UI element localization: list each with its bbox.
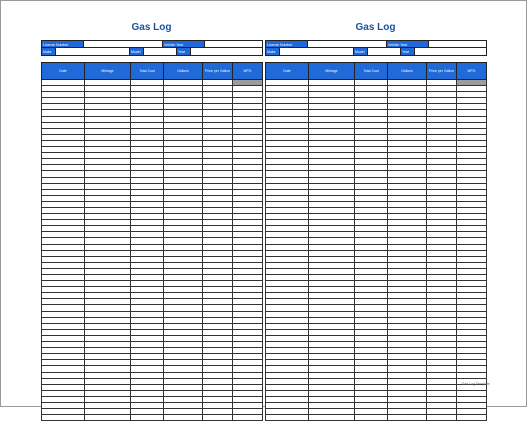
entry-cell[interactable] (85, 415, 131, 421)
make-field[interactable] (280, 48, 354, 56)
col-gallons: Gallons (388, 63, 427, 80)
vehicle-year-label: Vehicle Year (163, 41, 205, 49)
year-label: Year (401, 48, 415, 56)
col-gallons: Gallons (164, 63, 203, 80)
col-mileage: Mileage (309, 63, 355, 80)
entry-cell[interactable] (388, 415, 427, 421)
vehicle-year-label: Vehicle Year (387, 41, 429, 49)
gas-log-grid (41, 62, 263, 421)
entry-cell[interactable] (131, 415, 164, 421)
entry-cell[interactable] (42, 415, 85, 421)
gas-log-rows (266, 80, 487, 421)
entry-cell[interactable] (203, 415, 233, 421)
col-date: Date (266, 63, 309, 80)
model-label: Model (354, 48, 368, 56)
table-row (266, 415, 487, 421)
entry-cell[interactable] (355, 415, 388, 421)
entry-cell[interactable] (457, 415, 487, 421)
col-total-cost: Total Cost (131, 63, 164, 80)
col-total-cost: Total Cost (355, 63, 388, 80)
make-field[interactable] (56, 48, 130, 56)
model-label: Model (130, 48, 144, 56)
col-price-per-gallon: Price per Gallon (203, 63, 233, 80)
license-number-label: License Number (266, 41, 308, 49)
col-price-per-gallon: Price per Gallon (427, 63, 457, 80)
vehicle-info-table-2 (265, 47, 487, 56)
model-field[interactable] (144, 48, 177, 56)
col-mpg: MPG (457, 63, 487, 80)
gas-log-grid (265, 62, 487, 421)
year-field[interactable] (191, 48, 263, 56)
col-date: Date (42, 63, 85, 80)
entry-cell[interactable] (309, 415, 355, 421)
footer-credit: Gas Log Template (461, 382, 490, 386)
entry-cell[interactable] (164, 415, 203, 421)
model-field[interactable] (368, 48, 401, 56)
entry-cell[interactable] (266, 415, 309, 421)
entry-cell[interactable] (233, 415, 263, 421)
gas-log-rows (42, 80, 263, 421)
license-number-label: License Number (42, 41, 84, 49)
year-label: Year (177, 48, 191, 56)
table-row (42, 415, 263, 421)
year-field[interactable] (415, 48, 487, 56)
col-mpg: MPG (233, 63, 263, 80)
log-title: Gas Log (131, 22, 172, 33)
make-label: Make (42, 48, 56, 56)
vehicle-info-table-2 (41, 47, 263, 56)
entry-cell[interactable] (427, 415, 457, 421)
col-mileage: Mileage (85, 63, 131, 80)
make-label: Make (266, 48, 280, 56)
log-title: Gas Log (355, 22, 396, 33)
